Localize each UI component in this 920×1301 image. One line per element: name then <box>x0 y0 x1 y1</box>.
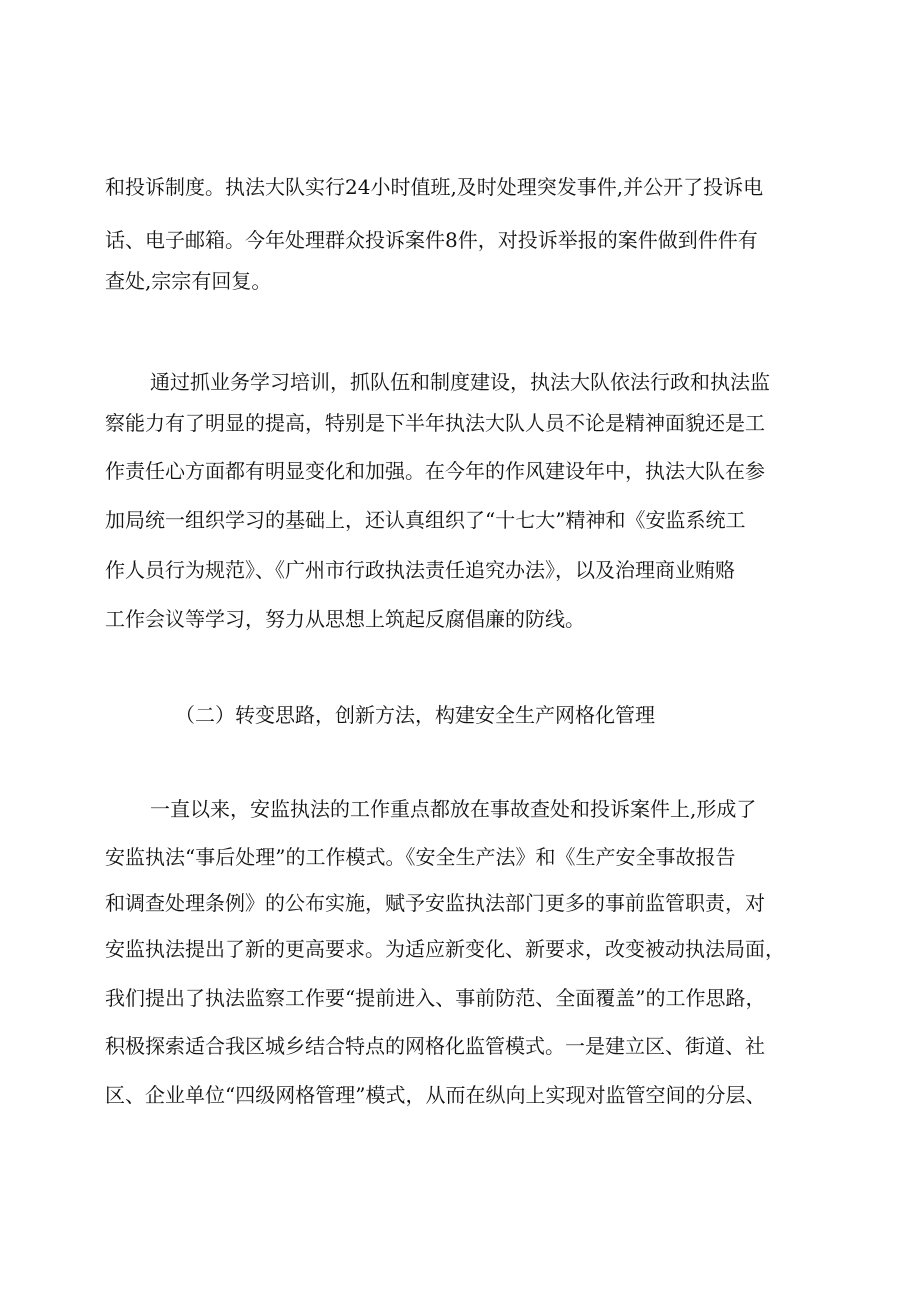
text-line: 安监执法提出了新的更高要求。为适应新变化、新要求，改变被动执法局面， <box>105 937 785 961</box>
text-line: 区、企业单位“四级网格管理”模式，从而在纵向上实现对监管空间的分层、 <box>105 1083 766 1107</box>
section-heading: （二）转变思路，创新方法，构建安全生产网格化管理 <box>175 703 655 727</box>
text-line: 话、电子邮箱。今年处理群众投诉案件8件，对投诉举报的案件做到件件有 <box>105 228 758 252</box>
text-line: 通过抓业务学习培训，抓队伍和制度建设，执法大队依法行政和执法监 <box>150 370 770 394</box>
text-line: 工作会议等学习，努力从思想上筑起反腐倡廉的防线。 <box>105 607 585 631</box>
text-line: 加局统一组织学习的基础上，还认真组织了“十七大”精神和《安监系统工 <box>105 508 746 532</box>
text-line: 作人员行为规范》、《广州市行政执法责任追究办法》，以及治理商业贿赂 <box>105 558 735 582</box>
text-line: 和投诉制度。执法大队实行24小时值班,及时处理突发事件,并公开了投诉电 <box>105 175 764 199</box>
text-line: 我们提出了执法监察工作要“提前进入、事前防范、全面覆盖”的工作思路， <box>105 986 766 1010</box>
text-line: 安监执法“事后处理”的工作模式。《安全生产法》和《生产安全事故报告 <box>105 845 736 869</box>
text-line: 一直以来，安监执法的工作重点都放在事故查处和投诉案件上,形成了 <box>150 797 757 821</box>
text-line: 和调查处理条例》的公布实施，赋予安监执法部门更多的事前监管职责，对 <box>105 891 765 915</box>
text-line: 察能力有了明显的提高，特别是下半年执法大队人员不论是精神面貌还是工 <box>105 411 765 435</box>
text-line: 积极探索适合我区城乡结合特点的网格化监管模式。一是建立区、街道、社 <box>105 1034 765 1058</box>
text-line: 查处,宗宗有回复。 <box>105 269 272 293</box>
text-line: 作责任心方面都有明显变化和加强。在今年的作风建设年中，执法大队在参 <box>105 459 765 483</box>
